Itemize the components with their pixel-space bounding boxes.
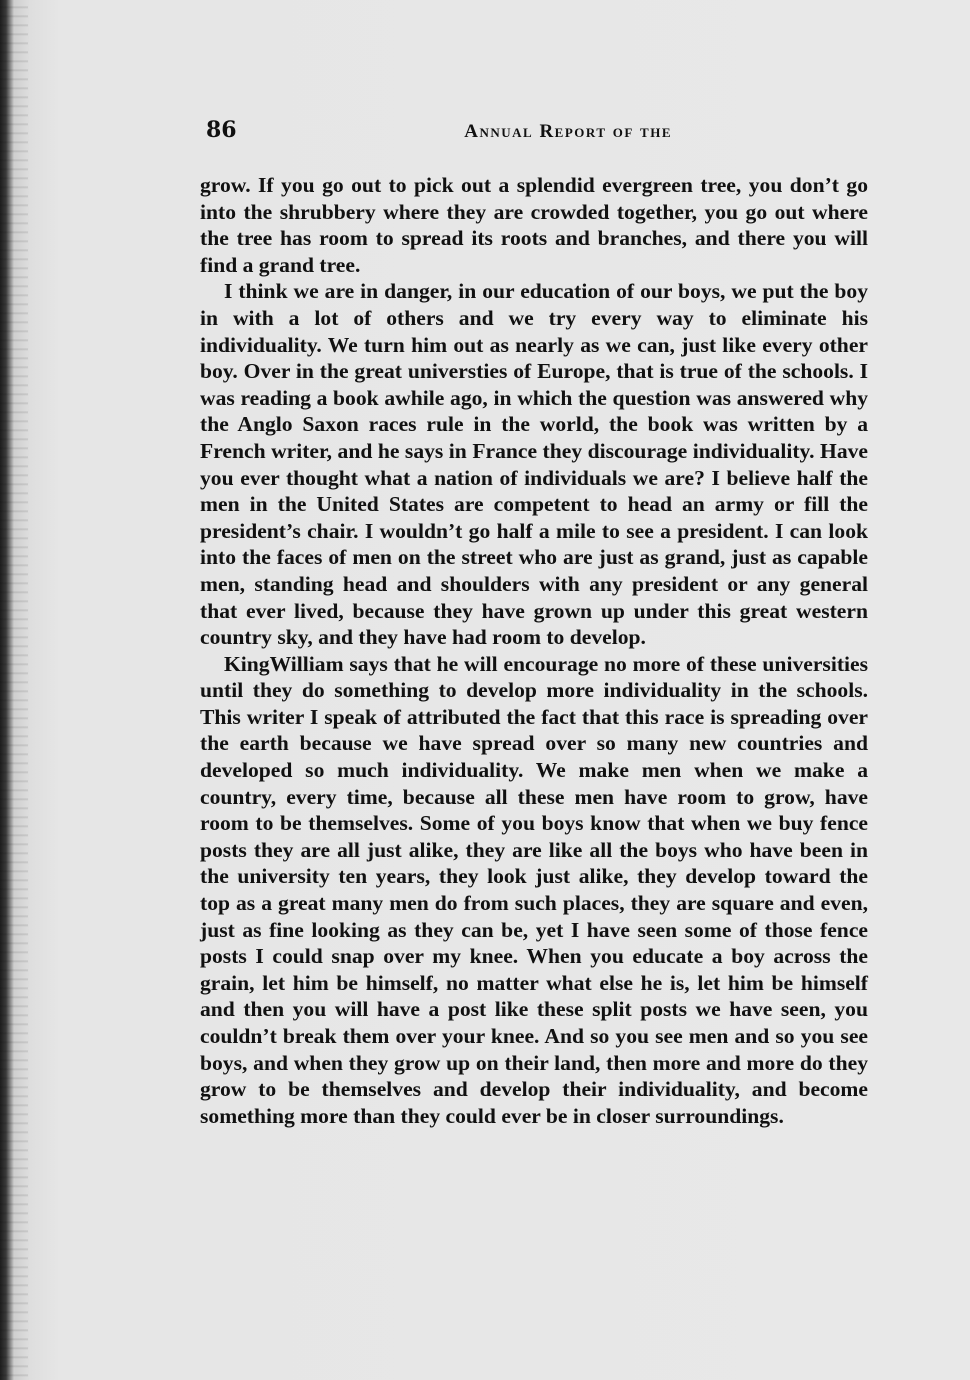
page-number: 86 <box>206 117 237 143</box>
paragraph-1: grow. If you go out to pick out a splendid evergreen tree, you don’t go into the shrubbery where they are crowded together, you go out where the tree has room to spread its roots and branches, and there you will find a grand tree. <box>200 173 868 277</box>
running-head: Annual Report of the <box>464 121 672 142</box>
book-binding-edge <box>0 0 28 1380</box>
paragraph-3: KingWilliam says that he will encourage no more of these universities until they do something to develop more individuality in the schools. This writer I speak of attributed the fact that this race is spreading over the earth because we have spread over so many new countries and developed so much individuality. We make men when we make a country, every time, because all these men have room to grow, have room to be themselves. Some of you boys know that when we buy fence posts they are all just alike, they are like all the boys who have been in the university ten years, they look just alike, they develop toward the top as a great many men do from such places, they are square and even, just as fine looking as they can be, yet I have seen some of those fence posts I could snap over my knee. When you educate a boy across the grain, let him be himself, no matter what else he is, let him be himself and then you will have a post like these split posts we have seen, you couldn’t break them over your knee. And so you see men and so you see boys, and when they grow up on their land, then more and more do they grow to be themselves and develop their individuality, and become something more than they could ever be in closer surroundings. <box>200 651 868 1128</box>
page-header <box>206 117 672 147</box>
paragraph-2: I think we are in danger, in our education of our boys, we put the boy in with a lot of others and we try every way to eliminate his individuality. We turn him out as nearly as we can, just like every other boy. Over in the great universties of Europe, that is true of the schools. I was reading a book awhile ago, in which the question was answered why the Anglo Saxon races rule in the world, the book was written by a French writer, and he says in France they discourage individuality. Have you ever thought what a nation of individuals we are? I believe half the men in the United States are competent to head an army or fill the president’s chair. I wouldn’t go half a mile to see a president. I can look into the faces of men on the street who are just as grand, just as capable men, standing head and shoulders with any president or any general that ever lived, because they have grown up under this great western country sky, and they have had room to develop. <box>200 279 868 650</box>
body-text <box>200 172 868 1129</box>
